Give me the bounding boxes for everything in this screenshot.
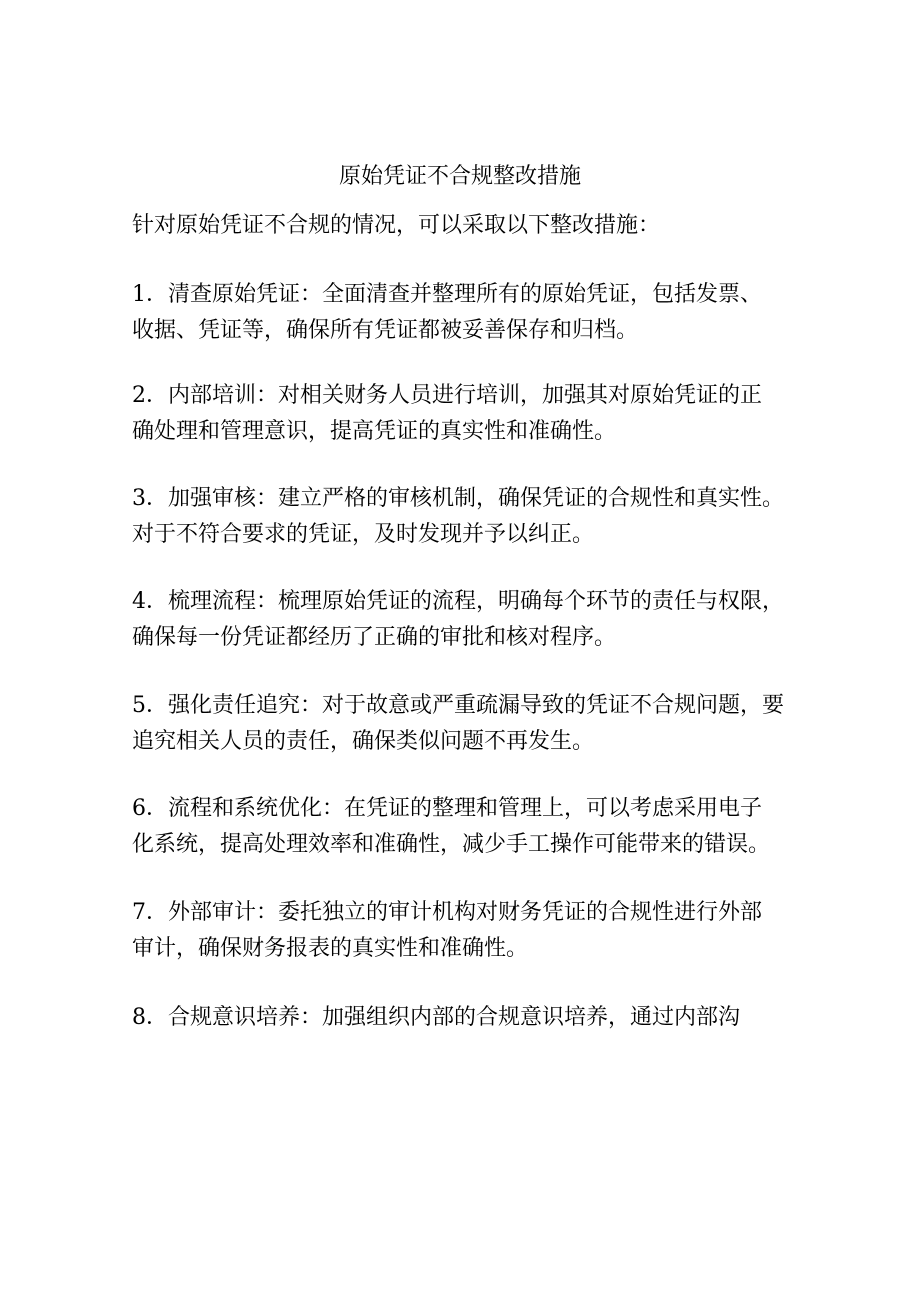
measure-item-1-line-2: 收据、凭证等，确保所有凭证都被妥善保存和归档。 — [132, 318, 639, 343]
measure-item-1-line-1: 1．清查原始凭证：全面清查并整理所有的原始凭证，包括发票、 — [132, 282, 762, 307]
measure-item-2-line-1: 2．内部培训：对相关财务人员进行培训，加强其对原始凭证的正 — [132, 383, 762, 408]
measure-item-6-line-1: 6．流程和系统优化：在凭证的整理和管理上，可以考虑采用电子 — [132, 796, 762, 821]
measure-item-5-line-2: 追究相关人员的责任，确保类似问题不再发生。 — [132, 729, 595, 754]
measure-item-6 — [132, 791, 832, 863]
measure-item-7 — [132, 895, 832, 967]
measure-item-4-line-1: 4．梳理流程：梳理原始凭证的流程，明确每个环节的责任与权限， — [132, 589, 784, 614]
measure-item-7-line-1: 7．外部审计：委托独立的审计机构对财务凭证的合规性进行外部 — [132, 900, 762, 925]
measure-item-7-line-2: 审计，确保财务报表的真实性和准确性。 — [132, 936, 529, 961]
measure-item-8-line-1: 8．合规意识培养：加强组织内部的合规意识培养，通过内部沟 — [132, 1005, 740, 1030]
measure-item-6-line-2: 化系统，提高处理效率和准确性，减少手工操作可能带来的错误。 — [132, 832, 771, 857]
document-title: 原始凭证不合规整改措施 — [338, 164, 581, 189]
measure-item-8 — [132, 1000, 832, 1036]
measure-item-3 — [132, 481, 832, 553]
measure-item-4-line-2: 确保每一份凭证都经历了正确的审批和核对程序。 — [132, 625, 617, 650]
measure-item-5 — [132, 688, 832, 760]
measure-item-2-line-2: 确处理和管理意识，提高凭证的真实性和准确性。 — [132, 419, 617, 444]
measure-item-3-line-1: 3．加强审核：建立严格的审核机制，确保凭证的合规性和真实性。 — [132, 486, 784, 511]
measure-item-3-line-2: 对于不符合要求的凭证，及时发现并予以纠正。 — [132, 522, 595, 547]
measure-item-1 — [132, 277, 832, 349]
intro-paragraph: 针对原始凭证不合规的情况，可以采取以下整改措施： — [132, 213, 661, 238]
measure-item-2 — [132, 378, 832, 450]
measure-item-4 — [132, 584, 832, 656]
measure-item-5-line-1: 5．强化责任追究：对于故意或严重疏漏导致的凭证不合规问题，要 — [132, 693, 784, 718]
